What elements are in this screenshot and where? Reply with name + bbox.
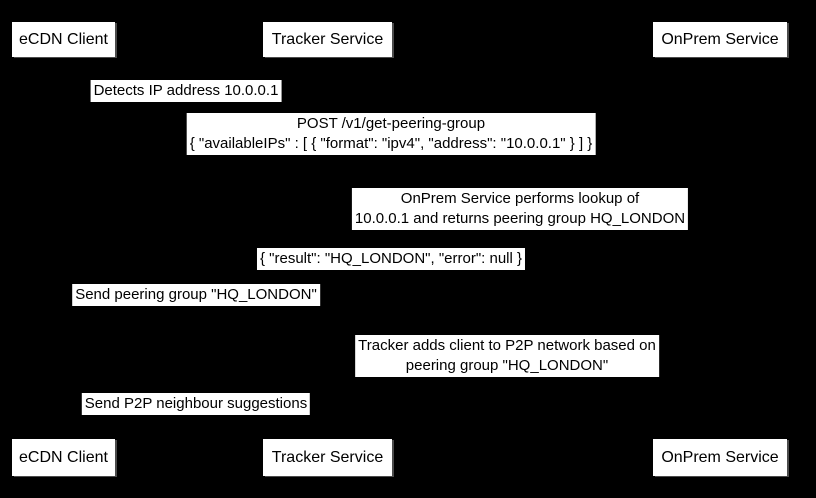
message-post-get-peering-group: [187, 113, 596, 155]
participant-tracker-service-top: [263, 22, 392, 57]
participant-label: OnPrem Service: [661, 30, 779, 48]
participant-label: Tracker Service: [271, 30, 384, 48]
message-onprem-lookup: [352, 188, 688, 230]
message-line: Send peering group "HQ_LONDON": [75, 286, 317, 303]
message-line: Detects IP address 10.0.0.1: [93, 82, 279, 99]
message-send-peering-group: [72, 284, 320, 306]
message-tracker-adds-client: [355, 335, 659, 377]
participant-ecdn-client-bottom: [12, 439, 115, 476]
message-line: { "result": "HQ_LONDON", "error": null }: [259, 250, 523, 267]
message-line: Tracker adds client to P2P network based on: [358, 337, 656, 354]
message-line: { "availableIPs" : [ { "format": "ipv4", "address": "10.0.0.1" } ] }: [189, 135, 593, 152]
message-line: POST /v1/get-peering-group: [296, 115, 486, 132]
message-send-p2p-suggestions: [82, 393, 310, 415]
participant-onprem-service-top: [653, 22, 787, 57]
participant-tracker-service-bottom: [263, 439, 392, 476]
message-detects-ip: [91, 80, 282, 102]
message-line: Send P2P neighbour suggestions: [84, 395, 308, 412]
participant-label: OnPrem Service: [661, 448, 779, 466]
participant-label: eCDN Client: [19, 30, 108, 48]
message-line: 10.0.0.1 and returns peering group HQ_LONDON: [354, 210, 686, 227]
message-line: peering group "HQ_LONDON": [405, 357, 609, 374]
participant-label: eCDN Client: [19, 448, 108, 466]
message-result-json: [257, 248, 525, 270]
participant-onprem-service-bottom: [653, 439, 787, 476]
participant-label: Tracker Service: [271, 448, 384, 466]
participant-ecdn-client-top: [12, 22, 115, 57]
message-line: OnPrem Service performs lookup of: [400, 190, 640, 207]
